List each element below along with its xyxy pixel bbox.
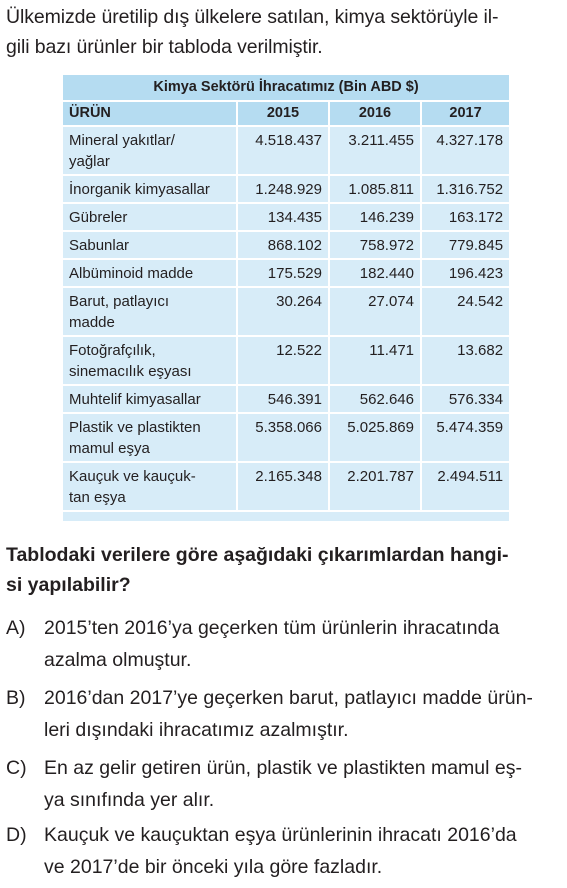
header-2016: 2016	[329, 101, 421, 126]
table-header-row	[63, 101, 509, 126]
option-a[interactable]	[6, 612, 562, 676]
table-row	[63, 203, 509, 231]
value-cell-2015: 4.518.437	[237, 126, 329, 175]
option-a-letter: A)	[6, 617, 26, 639]
option-c[interactable]	[6, 752, 562, 816]
value-cell-2015: 5.358.066	[237, 413, 329, 462]
product-name-line-2: madde	[69, 314, 115, 331]
table-row	[63, 175, 509, 203]
intro-line-1: Ülkemizde üretilip dış ülkelere satılan, kimya sektörüyle il-	[6, 6, 499, 28]
option-b-line-2: leri dışındaki ihracatımız azalmıştır.	[44, 719, 349, 741]
product-name-line-1: Barut, patlayıcı	[69, 293, 170, 310]
product-name-line-1: Muhtelif kimyasallar	[69, 391, 201, 408]
header-2015: 2015	[237, 101, 329, 126]
value-cell-2015: 2.165.348	[237, 462, 329, 511]
table-row	[63, 259, 509, 287]
value-cell-2017: 4.327.178	[421, 126, 509, 175]
question-line-2: si yapılabilir?	[6, 574, 131, 596]
table-body	[63, 126, 509, 511]
option-b[interactable]	[6, 682, 562, 746]
value-cell-2015: 868.102	[237, 231, 329, 259]
value-cell-2016: 182.440	[329, 259, 421, 287]
product-name-line-1: Albüminoid madde	[69, 265, 194, 282]
table-row	[63, 336, 509, 385]
question-text	[6, 540, 562, 600]
value-cell-2017: 1.316.752	[421, 175, 509, 203]
product-name-cell	[63, 385, 237, 413]
product-name-line-1: Sabunlar	[69, 237, 130, 254]
product-name-line-2: sinemacılık eşyası	[69, 363, 192, 380]
value-cell-2016: 11.471	[329, 336, 421, 385]
value-cell-2016: 2.201.787	[329, 462, 421, 511]
product-name-cell	[63, 175, 237, 203]
table-row	[63, 385, 509, 413]
product-name-line-1: İnorganik kimyasallar	[69, 181, 210, 198]
product-name-line-2: tan eşya	[69, 489, 126, 506]
table-caption-row	[63, 75, 509, 101]
value-cell-2017: 779.845	[421, 231, 509, 259]
value-cell-2015: 1.248.929	[237, 175, 329, 203]
table-row	[63, 287, 509, 336]
value-cell-2015: 134.435	[237, 203, 329, 231]
option-d-line-1: Kauçuk ve kauçuktan eşya ürünlerinin ihracatı 2016’da	[44, 824, 517, 846]
product-name-cell	[63, 336, 237, 385]
product-name-line-1: Fotoğrafçılık,	[69, 342, 156, 359]
question-line-1: Tablodaki verilere göre aşağıdaki çıkarımlardan hangi-	[6, 544, 509, 566]
table-row	[63, 462, 509, 511]
value-cell-2016: 3.211.455	[329, 126, 421, 175]
option-c-line-1: En az gelir getiren ürün, plastik ve plastikten mamul eş-	[44, 757, 522, 779]
option-b-letter: B)	[6, 687, 26, 709]
value-cell-2017: 5.474.359	[421, 413, 509, 462]
value-cell-2015: 12.522	[237, 336, 329, 385]
intro-text	[6, 2, 561, 62]
value-cell-2016: 562.646	[329, 385, 421, 413]
value-cell-2015: 175.529	[237, 259, 329, 287]
product-name-cell	[63, 413, 237, 462]
product-name-line-2: mamul eşya	[69, 440, 150, 457]
option-c-letter: C)	[6, 757, 27, 779]
product-name-cell	[63, 462, 237, 511]
option-d[interactable]	[6, 819, 562, 883]
value-cell-2016: 146.239	[329, 203, 421, 231]
export-table-grid	[63, 75, 509, 512]
option-a-line-2: azalma olmuştur.	[44, 649, 192, 671]
product-name-line-2: yağlar	[69, 153, 110, 170]
product-name-cell	[63, 259, 237, 287]
header-product: ÜRÜN	[63, 101, 237, 126]
product-name-cell	[63, 287, 237, 336]
value-cell-2016: 1.085.811	[329, 175, 421, 203]
value-cell-2017: 163.172	[421, 203, 509, 231]
intro-line-2: gili bazı ürünler bir tabloda verilmiştir.	[6, 36, 323, 58]
value-cell-2016: 758.972	[329, 231, 421, 259]
value-cell-2017: 576.334	[421, 385, 509, 413]
value-cell-2017: 196.423	[421, 259, 509, 287]
table-row	[63, 231, 509, 259]
product-name-cell	[63, 231, 237, 259]
value-cell-2017: 2.494.511	[421, 462, 509, 511]
product-name-line-1: Plastik ve plastikten	[69, 419, 201, 436]
value-cell-2016: 5.025.869	[329, 413, 421, 462]
product-name-line-1: Gübreler	[69, 209, 128, 226]
table-caption: Kimya Sektörü İhracatımız (Bin ABD $)	[63, 75, 509, 101]
product-name-cell	[63, 203, 237, 231]
value-cell-2015: 30.264	[237, 287, 329, 336]
option-b-line-1: 2016’dan 2017’ye geçerken barut, patlayıcı madde ürün-	[44, 687, 533, 709]
table-row	[63, 413, 509, 462]
product-name-line-1: Kauçuk ve kauçuk-	[69, 468, 196, 485]
value-cell-2015: 546.391	[237, 385, 329, 413]
value-cell-2017: 13.682	[421, 336, 509, 385]
option-a-line-1: 2015’ten 2016’ya geçerken tüm ürünlerin ihracatında	[44, 617, 500, 639]
product-name-line-1: Mineral yakıtlar/	[69, 132, 175, 149]
value-cell-2016: 27.074	[329, 287, 421, 336]
export-table	[63, 75, 509, 521]
value-cell-2017: 24.542	[421, 287, 509, 336]
table-row	[63, 126, 509, 175]
option-d-letter: D)	[6, 824, 27, 846]
option-d-line-2: ve 2017’de bir önceki yıla göre fazladır.	[44, 856, 383, 878]
product-name-cell	[63, 126, 237, 175]
header-2017: 2017	[421, 101, 509, 126]
option-c-line-2: ya sınıfında yer alır.	[44, 789, 215, 811]
